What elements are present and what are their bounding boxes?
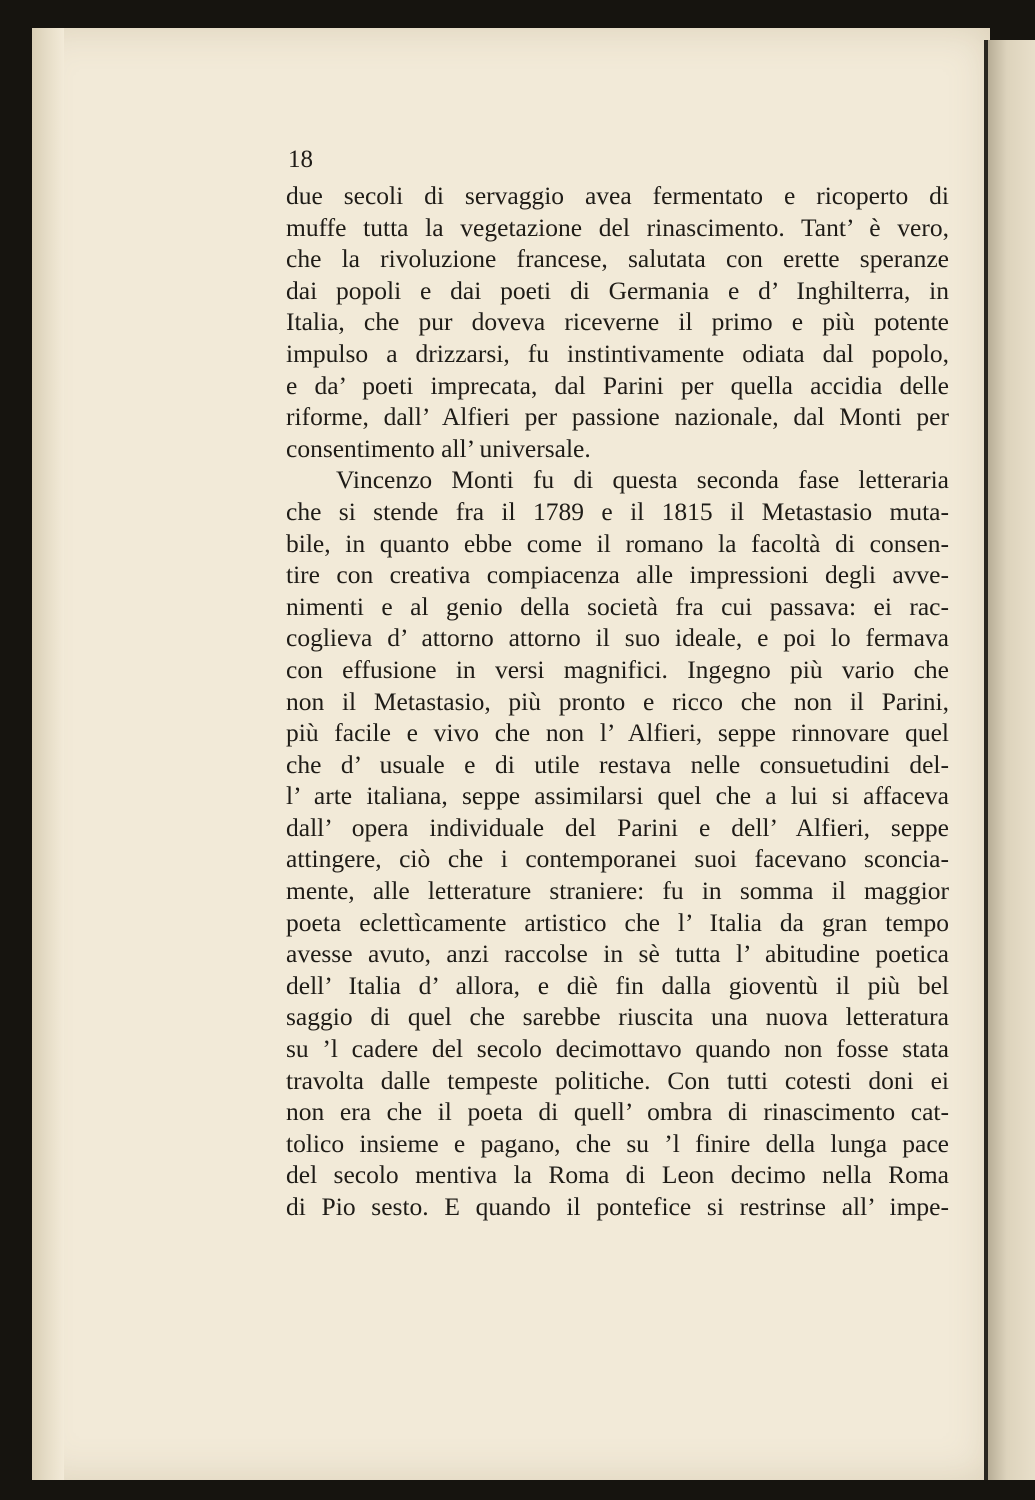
text-line: non era che il poeta di quell’ ombra di rinascimento cat- xyxy=(286,1097,949,1127)
text-line: che si stende fra il 1789 e il 1815 il Metastasio muta- xyxy=(286,496,949,526)
text-line: muffe tutta la vegetazione del rinascimento. Tant’ è vero, xyxy=(286,212,949,242)
text-line: dall’ opera individuale del Parini e dell’ Alfieri, seppe xyxy=(286,812,949,842)
text-line: con effusione in versi magnifici. Ingegno più vario che xyxy=(286,654,949,684)
text-line: impulso a drizzarsi, fu instintivamente odiata dal popolo, xyxy=(286,338,949,368)
next-page-edge xyxy=(988,40,1035,1480)
text-line: coglieva d’ attorno attorno il suo ideale, e poi lo fermava xyxy=(286,623,949,653)
text-line: saggio di quel che sarebbe riuscita una nuova letteratura xyxy=(286,1002,949,1032)
text-line: dai popoli e dai poeti di Germania e d’ Inghilterra, in xyxy=(286,275,949,305)
text-line: riforme, dall’ Alfieri per passione nazionale, dal Monti per xyxy=(286,402,949,432)
body-text xyxy=(286,180,949,1223)
page-edge xyxy=(32,28,64,1480)
text-line: due secoli di servaggio avea fermentato e ricoperto di xyxy=(286,181,949,210)
text-line: del secolo mentiva la Roma di Leon decimo nella Roma xyxy=(286,1160,949,1190)
text-line: attingere, ciò che i contemporanei suoi facevano sconcia- xyxy=(286,844,949,874)
text-line: Vincenzo Monti fu di questa seconda fase letteraria xyxy=(336,465,949,495)
text-line: l’ arte italiana, seppe assimilarsi quel che a lui si affaceva xyxy=(286,781,949,811)
text-line: non il Metastasio, più pronto e ricco che non il Parini, xyxy=(286,686,949,716)
text-line: che d’ usuale e di utile restava nelle consuetudini del- xyxy=(286,749,949,779)
text-line: mente, alle letterature straniere: fu in somma il maggior xyxy=(286,876,949,906)
text-line: su ’l cadere del secolo decimottavo quando non fosse stata xyxy=(286,1034,949,1064)
text-line: tire con creativa compiacenza alle impressioni degli avve- xyxy=(286,560,949,590)
text-line: e da’ poeti imprecata, dal Parini per quella accidia delle xyxy=(286,370,949,400)
text-line: di Pio sesto. E quando il pontefice si restrinse all’ impe- xyxy=(286,1192,949,1221)
text-line: travolta dalle tempeste politiche. Con tutti cotesti doni ei xyxy=(286,1065,949,1095)
text-line: poeta eclettìcamente artistico che l’ Italia da gran tempo xyxy=(286,907,949,937)
text-line: più facile e vivo che non l’ Alfieri, seppe rinnovare quel xyxy=(286,718,949,748)
text-line: avesse avuto, anzi raccolse in sè tutta l’ abitudine poetica xyxy=(286,939,949,969)
text-line: Italia, che pur doveva riceverne il primo e più potente xyxy=(286,307,949,337)
page-number: 18 xyxy=(288,146,313,173)
text-line: bile, in quanto ebbe come il romano la facoltà di consen- xyxy=(286,528,949,558)
text-line: consentimento all’ universale. xyxy=(286,433,591,463)
text-line: nimenti e al genio della società fra cui passava: ei rac- xyxy=(286,591,949,621)
text-line: tolico insieme e pagano, che su ’l finire della lunga pace xyxy=(286,1128,949,1158)
text-line: che la rivoluzione francese, salutata con erette speranze xyxy=(286,244,949,274)
text-line: dell’ Italia d’ allora, e diè fin dalla gioventù il più bel xyxy=(286,970,949,1000)
